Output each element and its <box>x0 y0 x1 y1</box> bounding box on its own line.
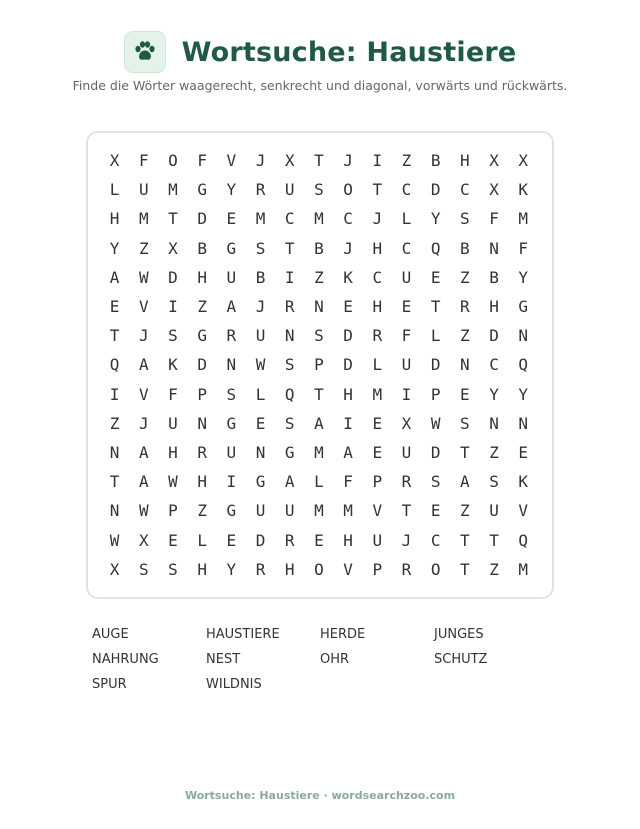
grid-cell[interactable]: Z <box>401 151 412 171</box>
grid-cell[interactable]: W <box>168 472 178 492</box>
grid-cell[interactable]: J <box>343 238 353 258</box>
grid-cell[interactable]: Y <box>226 559 237 579</box>
grid-cell[interactable]: A <box>343 442 353 462</box>
grid-cell[interactable]: H <box>197 267 207 287</box>
grid-cell[interactable]: F <box>489 209 499 229</box>
grid-cell[interactable]: R <box>401 472 412 492</box>
grid-cell[interactable]: H <box>372 297 383 317</box>
grid-cell[interactable]: E <box>168 530 178 550</box>
grid-cell[interactable]: A <box>460 472 470 492</box>
grid-cell[interactable]: T <box>430 297 441 317</box>
grid-cell[interactable]: U <box>284 180 295 200</box>
grid-cell[interactable]: U <box>138 180 149 200</box>
grid-cell[interactable]: Q <box>284 384 295 404</box>
grid-cell[interactable]: Y <box>518 384 529 404</box>
word-item: HERDE <box>320 627 366 642</box>
grid-cell[interactable]: D <box>489 326 499 346</box>
grid-cell[interactable]: F <box>518 238 529 258</box>
grid-cell[interactable]: G <box>226 413 237 433</box>
grid-cell[interactable]: Q <box>518 355 529 375</box>
grid-cell[interactable]: Z <box>197 501 207 521</box>
grid-cell[interactable]: U <box>401 267 412 287</box>
grid-cell[interactable]: C <box>401 238 412 258</box>
grid-cell[interactable]: U <box>226 442 237 462</box>
grid-cell[interactable]: W <box>430 413 441 433</box>
grid-cell[interactable]: E <box>109 297 120 317</box>
grid-cell[interactable]: E <box>372 413 383 433</box>
grid-cell[interactable]: B <box>255 267 266 287</box>
grid-cell[interactable]: C <box>460 180 470 200</box>
grid-cell[interactable]: C <box>372 267 383 287</box>
grid-cell[interactable]: S <box>460 209 470 229</box>
grid-cell[interactable]: Y <box>109 238 120 258</box>
grid-cell[interactable]: Y <box>430 209 441 229</box>
grid-cell[interactable]: S <box>284 413 295 433</box>
grid-cell[interactable]: N <box>109 442 120 462</box>
grid-cell[interactable]: M <box>314 209 324 229</box>
grid-row <box>100 263 540 292</box>
grid-cell[interactable]: F <box>138 151 149 171</box>
grid-row <box>100 438 540 467</box>
letter-grid <box>100 146 540 584</box>
grid-cell[interactable]: K <box>168 355 178 375</box>
grid-row <box>100 496 540 525</box>
grid-cell[interactable]: H <box>460 151 470 171</box>
grid-cell[interactable]: W <box>138 501 149 521</box>
grid-cell[interactable]: E <box>226 530 237 550</box>
grid-cell[interactable]: G <box>255 472 266 492</box>
grid-cell[interactable]: E <box>430 267 441 287</box>
page-title: Wortsuche: Haustiere <box>181 36 517 68</box>
grid-cell[interactable]: U <box>401 355 412 375</box>
grid-cell[interactable]: M <box>138 209 149 229</box>
grid-cell[interactable]: X <box>489 151 499 171</box>
grid-cell[interactable]: Z <box>460 267 470 287</box>
grid-cell[interactable]: N <box>197 413 207 433</box>
grid-cell[interactable]: L <box>197 530 207 550</box>
grid-cell[interactable]: W <box>109 530 120 550</box>
grid-cell[interactable]: L <box>372 355 383 375</box>
grid-cell[interactable]: J <box>372 209 383 229</box>
grid-cell[interactable]: M <box>168 180 178 200</box>
grid-cell[interactable]: F <box>343 472 353 492</box>
grid-cell[interactable]: U <box>401 442 412 462</box>
grid-cell[interactable]: G <box>284 442 295 462</box>
grid-cell[interactable]: V <box>138 384 149 404</box>
grid-cell[interactable]: R <box>255 180 266 200</box>
grid-cell[interactable]: M <box>314 442 324 462</box>
word-item: SPUR <box>92 677 127 692</box>
grid-cell[interactable]: L <box>430 326 441 346</box>
grid-cell[interactable]: H <box>372 238 383 258</box>
word-list <box>92 627 562 693</box>
grid-cell[interactable]: D <box>430 180 441 200</box>
grid-cell[interactable]: K <box>343 267 353 287</box>
grid-row <box>100 350 540 379</box>
grid-cell[interactable]: S <box>284 355 295 375</box>
grid-cell[interactable]: G <box>226 501 237 521</box>
grid-cell[interactable]: R <box>372 326 383 346</box>
grid-cell[interactable]: X <box>401 413 412 433</box>
grid-cell[interactable]: K <box>518 180 529 200</box>
grid-cell[interactable]: S <box>430 472 441 492</box>
grid-cell[interactable]: J <box>138 413 149 433</box>
grid-cell[interactable]: H <box>197 472 207 492</box>
grid-cell[interactable]: V <box>226 151 237 171</box>
grid-cell[interactable]: N <box>255 442 266 462</box>
grid-cell[interactable]: J <box>401 530 412 550</box>
grid-cell[interactable]: Z <box>314 267 324 287</box>
grid-cell[interactable]: D <box>430 355 441 375</box>
grid-cell[interactable]: C <box>284 209 295 229</box>
grid-cell[interactable]: G <box>197 326 207 346</box>
grid-cell[interactable]: E <box>255 413 266 433</box>
grid-cell[interactable]: X <box>518 151 529 171</box>
grid-row <box>100 146 540 175</box>
grid-cell[interactable]: X <box>109 559 120 579</box>
grid-cell[interactable]: F <box>168 384 178 404</box>
grid-row <box>100 525 540 554</box>
grid-cell[interactable]: D <box>168 267 178 287</box>
grid-cell[interactable]: N <box>460 355 470 375</box>
grid-cell[interactable]: X <box>138 530 149 550</box>
grid-cell[interactable]: L <box>109 180 120 200</box>
grid-cell[interactable]: R <box>284 297 295 317</box>
grid-cell[interactable]: T <box>314 384 324 404</box>
grid-cell[interactable]: D <box>255 530 266 550</box>
grid-cell[interactable]: T <box>284 238 295 258</box>
grid-cell[interactable]: U <box>226 267 237 287</box>
grid-cell[interactable]: Z <box>460 501 470 521</box>
word-item: NEST <box>206 652 241 667</box>
grid-cell[interactable]: P <box>372 559 383 579</box>
grid-cell[interactable]: X <box>489 180 499 200</box>
grid-cell[interactable]: L <box>401 209 412 229</box>
grid-cell[interactable]: J <box>343 151 353 171</box>
grid-cell[interactable]: I <box>372 151 383 171</box>
grid-cell[interactable]: T <box>460 530 470 550</box>
grid-cell[interactable]: P <box>314 355 324 375</box>
grid-cell[interactable]: N <box>226 355 237 375</box>
grid-row <box>100 555 540 584</box>
grid-cell[interactable]: I <box>226 472 237 492</box>
grid-cell[interactable]: E <box>401 297 412 317</box>
grid-row <box>100 467 540 496</box>
grid-cell[interactable]: P <box>168 501 178 521</box>
grid-cell[interactable]: H <box>343 530 353 550</box>
grid-cell[interactable]: U <box>168 413 178 433</box>
grid-cell[interactable]: O <box>314 559 324 579</box>
grid-cell[interactable]: S <box>138 559 149 579</box>
grid-cell[interactable]: J <box>255 297 266 317</box>
grid-cell[interactable]: B <box>314 238 324 258</box>
grid-cell[interactable]: P <box>430 384 441 404</box>
grid-cell[interactable]: A <box>226 297 237 317</box>
grid-cell[interactable]: U <box>255 326 266 346</box>
grid-cell[interactable]: T <box>489 530 499 550</box>
grid-cell[interactable]: E <box>343 297 353 317</box>
grid-cell[interactable]: S <box>255 238 266 258</box>
grid-cell[interactable]: G <box>518 297 529 317</box>
grid-cell[interactable]: M <box>372 384 383 404</box>
paw-icon <box>124 31 166 73</box>
grid-cell[interactable]: Y <box>489 384 499 404</box>
grid-cell[interactable]: O <box>343 180 353 200</box>
grid-cell[interactable]: Y <box>226 180 237 200</box>
grid-cell[interactable]: T <box>401 501 412 521</box>
grid-cell[interactable]: I <box>109 384 120 404</box>
grid-cell[interactable]: I <box>168 297 178 317</box>
grid-cell[interactable]: E <box>314 530 324 550</box>
grid-cell[interactable]: C <box>401 180 412 200</box>
grid-cell[interactable]: I <box>343 413 353 433</box>
grid-cell[interactable]: Z <box>460 326 470 346</box>
word-item: NAHRUNG <box>92 652 159 667</box>
grid-cell[interactable]: A <box>314 413 324 433</box>
grid-cell[interactable]: I <box>284 267 295 287</box>
grid-row <box>100 234 540 263</box>
word-item: WILDNIS <box>206 677 262 692</box>
word-item: JUNGES <box>434 627 484 642</box>
grid-row <box>100 321 540 350</box>
grid-cell[interactable]: P <box>197 384 207 404</box>
grid-cell[interactable]: N <box>518 326 529 346</box>
grid-cell[interactable]: T <box>372 180 383 200</box>
grid-cell[interactable]: Z <box>138 238 149 258</box>
grid-cell[interactable]: Z <box>489 559 499 579</box>
grid-cell[interactable]: U <box>489 501 499 521</box>
grid-cell[interactable]: G <box>197 180 207 200</box>
grid-cell[interactable]: H <box>284 559 295 579</box>
grid-cell[interactable]: N <box>518 413 529 433</box>
grid-cell[interactable]: B <box>197 238 207 258</box>
word-item: OHR <box>320 652 350 667</box>
grid-cell[interactable]: A <box>138 442 149 462</box>
grid-cell[interactable]: R <box>197 442 207 462</box>
grid-cell[interactable]: R <box>284 530 295 550</box>
grid-cell[interactable]: T <box>168 209 178 229</box>
grid-cell[interactable]: M <box>255 209 266 229</box>
grid-cell[interactable]: V <box>518 501 529 521</box>
grid-cell[interactable]: B <box>489 267 499 287</box>
grid-cell[interactable]: L <box>255 384 266 404</box>
grid-cell[interactable]: E <box>430 501 441 521</box>
grid-cell[interactable]: M <box>518 209 529 229</box>
grid-row <box>100 175 540 204</box>
grid-cell[interactable]: Q <box>430 238 441 258</box>
grid-cell[interactable]: X <box>109 151 120 171</box>
grid-cell[interactable]: X <box>168 238 178 258</box>
grid-cell[interactable]: S <box>314 180 324 200</box>
grid-cell[interactable]: D <box>197 209 207 229</box>
grid-cell[interactable]: W <box>255 355 266 375</box>
grid-cell[interactable]: D <box>343 355 353 375</box>
footer: Wortsuche: Haustiere · wordsearchzoo.com <box>184 789 456 802</box>
grid-cell[interactable]: Y <box>518 267 529 287</box>
grid-cell[interactable]: N <box>489 238 499 258</box>
grid-cell[interactable]: J <box>138 326 149 346</box>
grid-cell[interactable]: A <box>138 472 149 492</box>
grid-cell[interactable]: F <box>401 326 412 346</box>
grid-cell[interactable]: K <box>518 472 529 492</box>
grid-cell[interactable]: X <box>284 151 295 171</box>
header <box>0 30 640 74</box>
grid-cell[interactable]: E <box>518 442 529 462</box>
grid-cell[interactable]: V <box>138 297 149 317</box>
grid-cell[interactable]: D <box>430 442 441 462</box>
grid-cell[interactable]: M <box>343 501 353 521</box>
grid-cell[interactable]: V <box>372 501 383 521</box>
grid-cell[interactable]: P <box>372 472 383 492</box>
grid-cell[interactable]: D <box>197 355 207 375</box>
grid-cell[interactable]: Q <box>109 355 120 375</box>
instructions: Finde die Wörter waagerecht, senkrecht und diagonal, vorwärts und rückwärts. <box>72 78 568 93</box>
grid-cell[interactable]: C <box>489 355 499 375</box>
grid-cell[interactable]: J <box>255 151 266 171</box>
word-item: SCHUTZ <box>434 652 488 667</box>
grid-cell[interactable]: E <box>372 442 383 462</box>
word-item: AUGE <box>92 627 129 642</box>
grid-cell[interactable]: E <box>460 384 470 404</box>
grid-cell[interactable]: Q <box>518 530 529 550</box>
grid-row <box>100 292 540 321</box>
grid-row <box>100 409 540 438</box>
grid-cell[interactable]: L <box>314 472 324 492</box>
grid-cell[interactable]: I <box>401 384 412 404</box>
grid-cell[interactable]: A <box>284 472 295 492</box>
grid-cell[interactable]: B <box>430 151 441 171</box>
grid-cell[interactable]: M <box>518 559 529 579</box>
grid-cell[interactable]: T <box>109 326 120 346</box>
grid-cell[interactable]: S <box>168 559 178 579</box>
grid-cell[interactable]: M <box>314 501 324 521</box>
grid-cell[interactable]: C <box>430 530 441 550</box>
grid-cell[interactable]: O <box>168 151 178 171</box>
grid-cell[interactable]: S <box>314 326 324 346</box>
grid-cell[interactable]: G <box>226 238 237 258</box>
grid-cell[interactable]: Z <box>197 297 207 317</box>
grid-cell[interactable]: W <box>138 267 149 287</box>
grid-cell[interactable]: Z <box>109 413 120 433</box>
grid-cell[interactable]: U <box>372 530 383 550</box>
grid-cell[interactable]: R <box>460 297 470 317</box>
grid-cell[interactable]: H <box>168 442 178 462</box>
grid-cell[interactable]: N <box>489 413 499 433</box>
grid-cell[interactable]: R <box>401 559 412 579</box>
grid-cell[interactable]: H <box>109 209 120 229</box>
grid-cell[interactable]: R <box>226 326 237 346</box>
grid-cell[interactable]: U <box>284 501 295 521</box>
grid-cell[interactable]: T <box>109 472 120 492</box>
grid-cell[interactable]: O <box>430 559 441 579</box>
grid-cell[interactable]: B <box>460 238 470 258</box>
grid-cell[interactable]: H <box>343 384 353 404</box>
grid-cell[interactable]: U <box>255 501 266 521</box>
grid-cell[interactable]: Z <box>489 442 499 462</box>
grid-cell[interactable]: F <box>197 151 207 171</box>
grid-cell[interactable]: T <box>314 151 324 171</box>
grid-cell[interactable]: S <box>460 413 470 433</box>
grid-cell[interactable]: T <box>460 442 470 462</box>
grid-cell[interactable]: A <box>138 355 149 375</box>
grid-cell[interactable]: N <box>109 501 120 521</box>
grid-cell[interactable]: S <box>168 326 178 346</box>
word-item: HAUSTIERE <box>206 627 280 642</box>
grid-cell[interactable]: D <box>343 326 353 346</box>
grid-cell[interactable]: S <box>226 384 237 404</box>
grid-cell[interactable]: V <box>343 559 353 579</box>
grid-cell[interactable]: C <box>343 209 353 229</box>
grid-row <box>100 380 540 409</box>
grid-cell[interactable]: N <box>314 297 324 317</box>
grid-cell[interactable]: H <box>197 559 207 579</box>
grid-cell[interactable]: R <box>255 559 266 579</box>
grid-cell[interactable]: H <box>489 297 499 317</box>
grid-cell[interactable]: N <box>284 326 295 346</box>
grid-row <box>100 204 540 233</box>
grid-cell[interactable]: T <box>460 559 470 579</box>
grid-cell[interactable]: S <box>489 472 499 492</box>
grid-cell[interactable]: A <box>109 267 120 287</box>
grid-cell[interactable]: E <box>226 209 237 229</box>
